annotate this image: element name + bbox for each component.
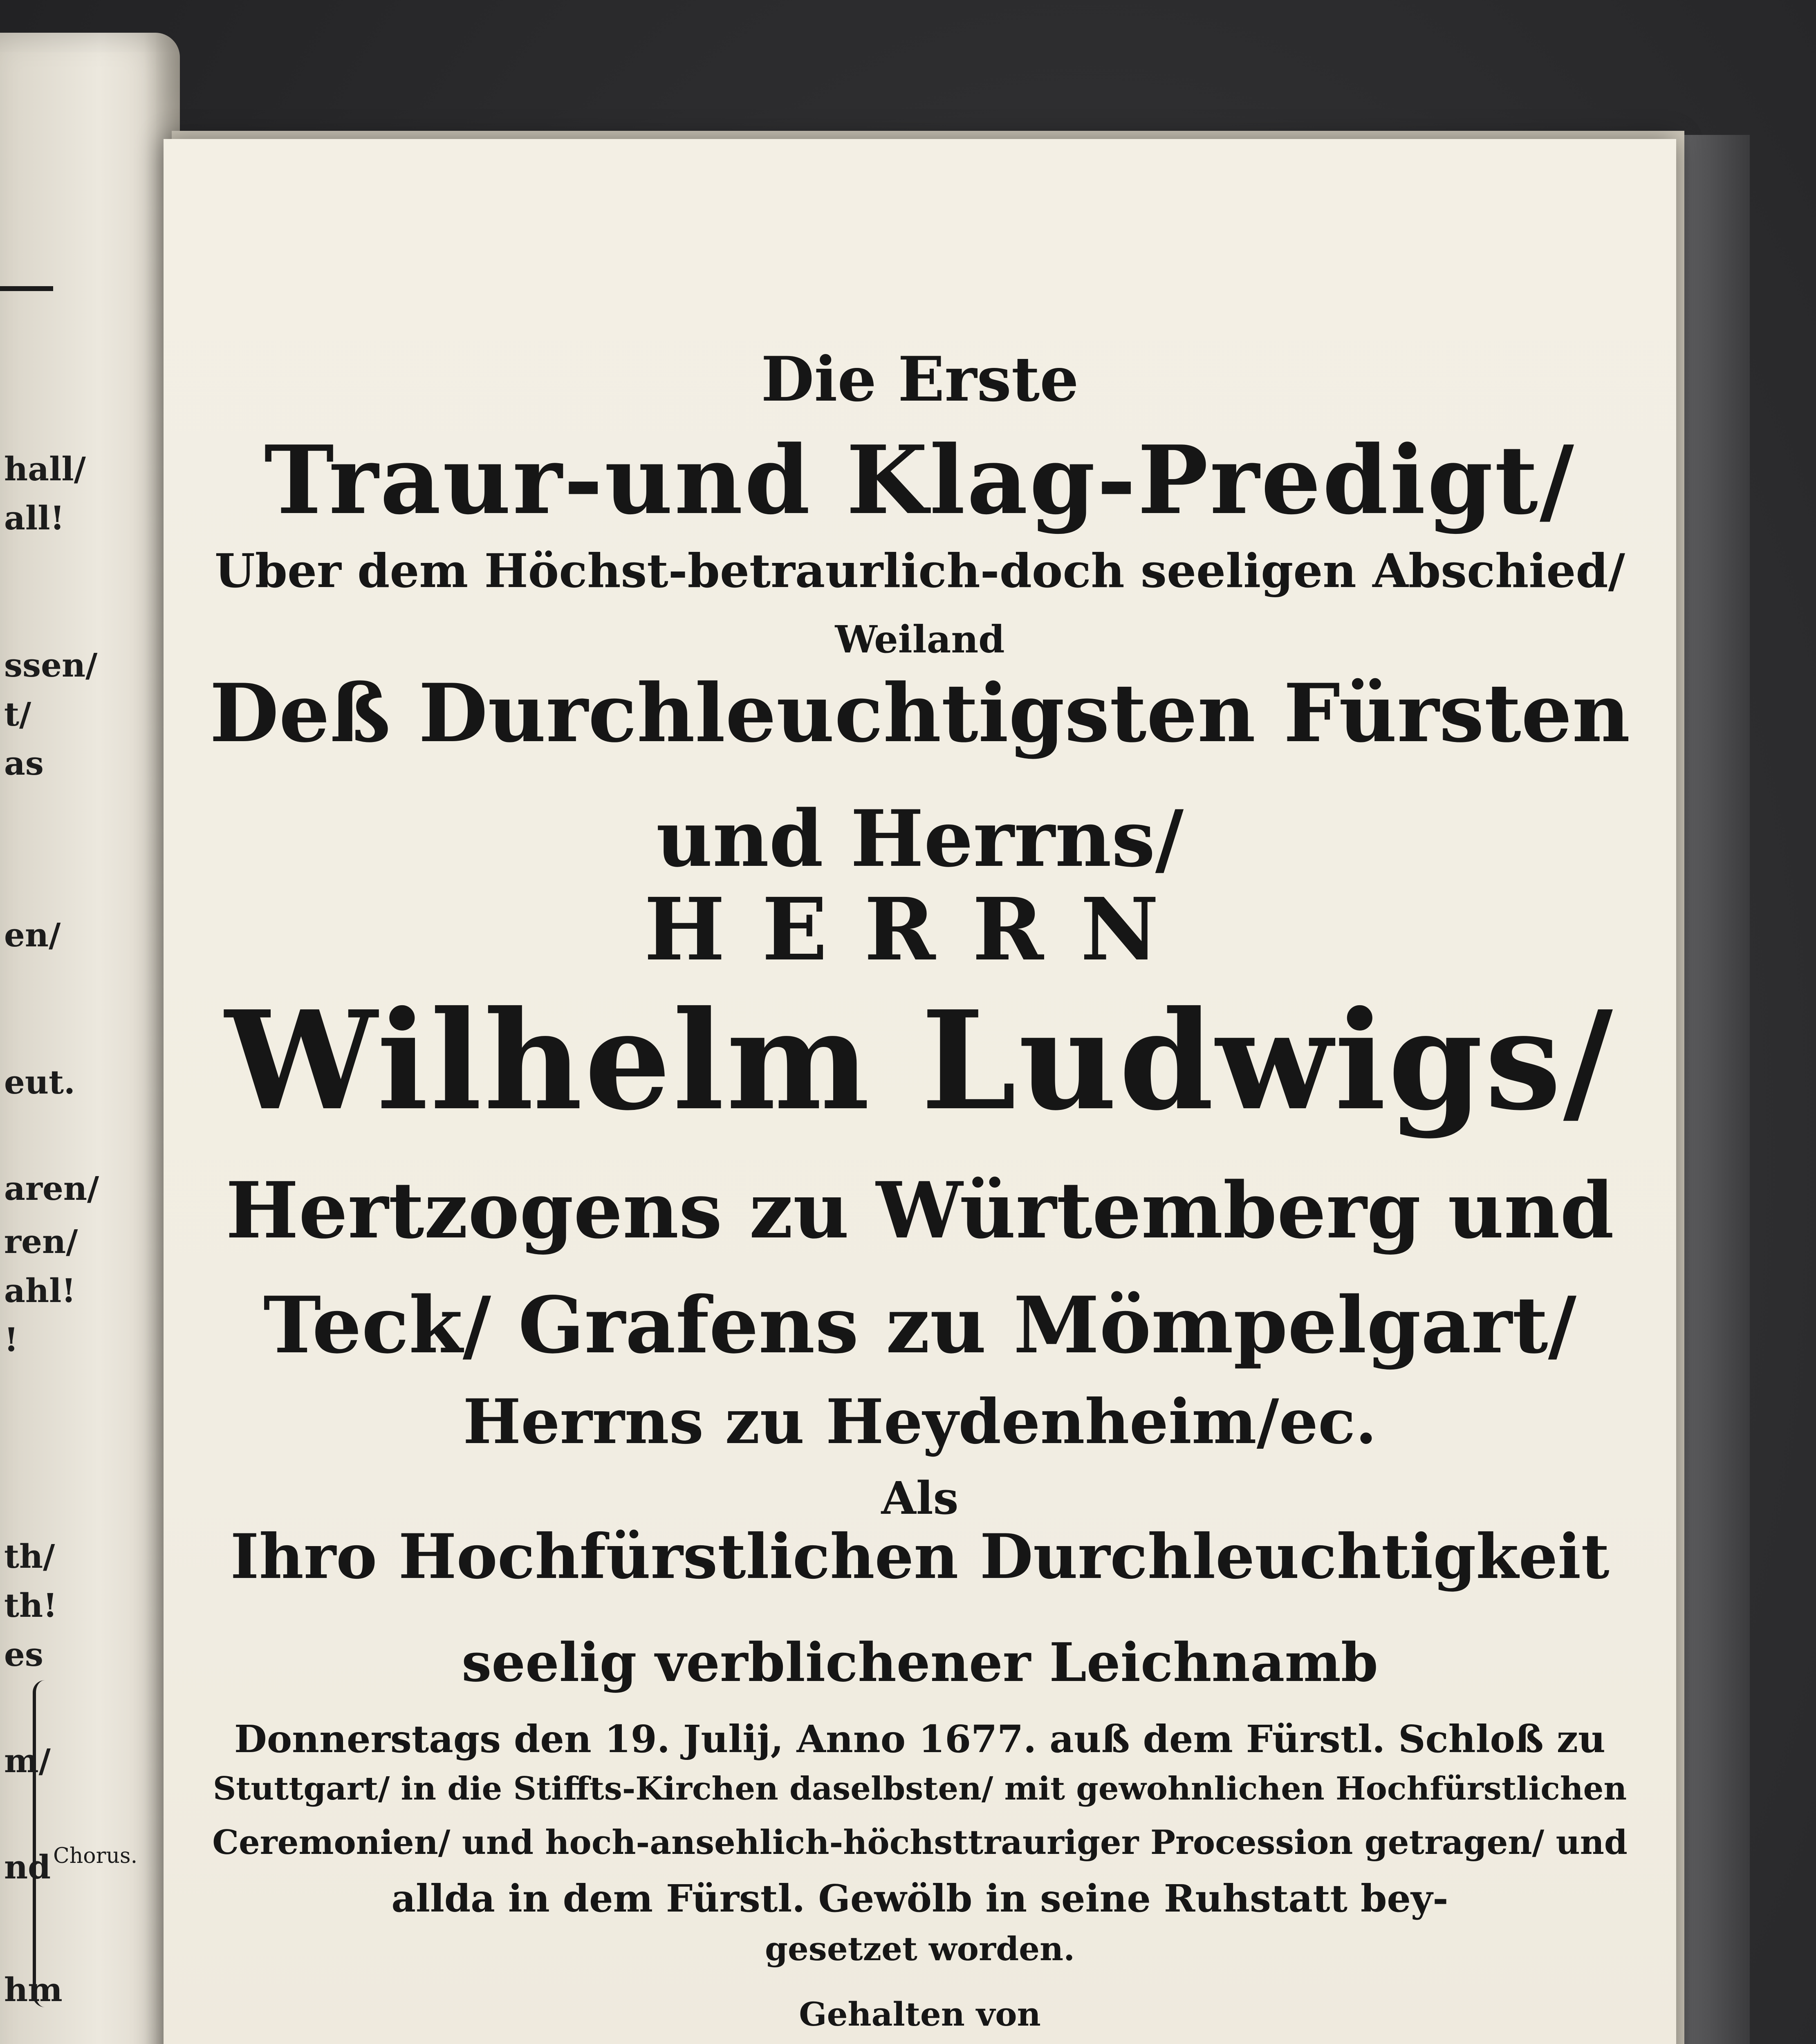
- title-page: [164, 139, 1676, 2044]
- left-page-fragment: !: [4, 1320, 19, 1359]
- title-line-als: Als: [881, 1472, 959, 1524]
- body-line-ceremonien: Ceremonien/ und hoch-ansehlich-höchsttrauriger Procession getragen/ und: [212, 1823, 1628, 1862]
- left-page-fragment: th!: [4, 1586, 58, 1625]
- left-page-fragment: es: [4, 1635, 43, 1674]
- left-page-fragment: m/: [4, 1741, 51, 1780]
- body-line-gesetzet: gesetzet worden.: [765, 1930, 1075, 1968]
- title-line-durchleuchtigkeit: Ihro Hochfürstlichen Durchleuchtigkeit: [230, 1521, 1610, 1593]
- title-line-die-erste: Die Erste: [761, 343, 1079, 415]
- chorus-label: Chorus.: [53, 1844, 138, 1868]
- title-line-leichnamb: seelig verblichener Leichnamb: [462, 1631, 1378, 1694]
- title-line-abschied: Uber dem Höchst-betraurlich-doch seeligen Abschied/: [214, 544, 1625, 598]
- left-facing-page: [0, 33, 180, 2044]
- left-page-fragment: ren/: [4, 1222, 78, 1261]
- body-line-gewoelb: allda in dem Fürstl. Gewölb in seine Ruhstatt bey-: [391, 1876, 1448, 1921]
- left-page-fragment: hm: [4, 1970, 63, 2009]
- title-line-heydenheim: Herrns zu Heydenheim/ec.: [463, 1386, 1377, 1458]
- left-page-fragment: t/: [4, 695, 31, 733]
- left-page-fragment: ssen/: [4, 646, 98, 684]
- title-line-wilhelm-ludwigs: Wilhelm Ludwigs/: [225, 981, 1615, 1141]
- body-line-gehalten: Gehalten von: [799, 1995, 1041, 2033]
- left-page-fragment: aren/: [4, 1169, 99, 1208]
- body-line-donnerstags: Donnerstags den 19. Julij, Anno 1677. auß dem Fürstl. Schloß zu: [234, 1717, 1605, 1761]
- chorus-brace: [33, 1680, 52, 2007]
- title-line-teck: Teck/ Grafens zu Mömpelgart/: [263, 1280, 1577, 1371]
- title-line-herrn: HERRN: [644, 879, 1196, 980]
- left-page-fragment: all!: [4, 499, 65, 537]
- body-line-stuttgart: Stuttgart/ in die Stiffts-Kirchen daselbsten/ mit gewohnlichen Hochfürstlichen: [213, 1770, 1627, 1807]
- left-page-fragment: hall/: [4, 450, 86, 488]
- left-page-fragment: as: [4, 744, 44, 782]
- left-page-fragment: eut.: [4, 1063, 75, 1101]
- title-line-weiland: Weiland: [835, 617, 1005, 661]
- left-page-fragment: ahl!: [4, 1271, 76, 1310]
- left-page-fragment: nd: [4, 1848, 51, 1886]
- left-page-rule: [0, 286, 53, 291]
- title-line-herrns: und Herrns/: [656, 793, 1184, 884]
- title-line-hertzogens: Hertzogens zu Würtemberg und: [226, 1165, 1614, 1256]
- left-page-fragment: th/: [4, 1537, 55, 1576]
- left-page-fragment: en/: [4, 916, 61, 954]
- title-line-fuersten: Deß Durchleuchtigsten Fürsten: [209, 666, 1630, 760]
- title-line-traur-predigt: Traur-und Klag-Predigt/: [264, 425, 1576, 536]
